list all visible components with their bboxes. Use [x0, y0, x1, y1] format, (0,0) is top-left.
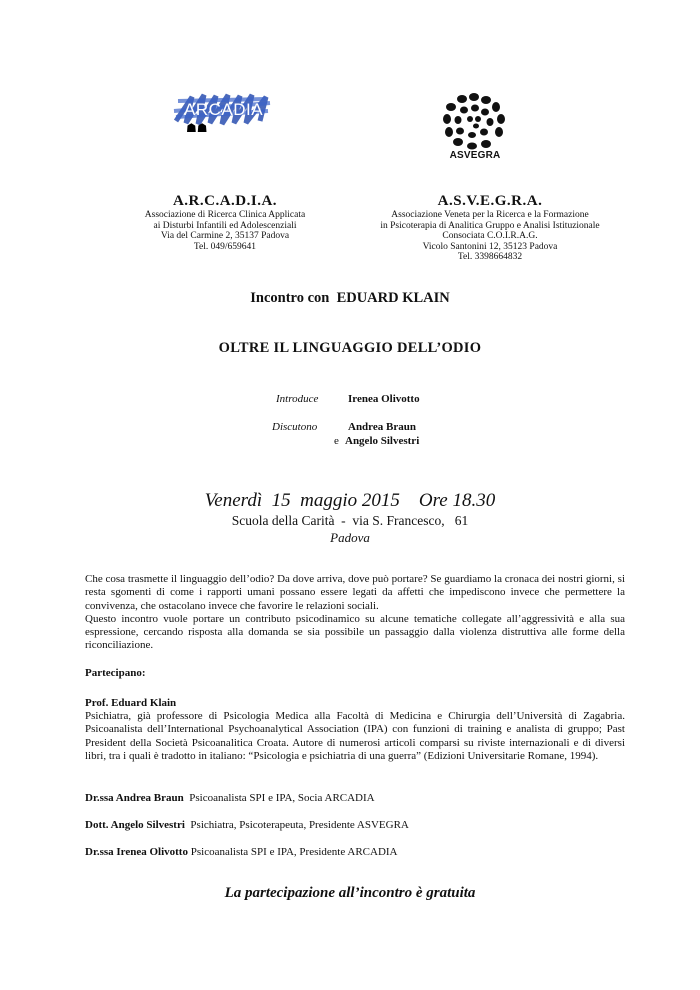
participant-row	[85, 846, 398, 858]
participants-heading: Partecipano:	[85, 667, 146, 679]
participant-row	[85, 792, 375, 804]
free-admission-note: La partecipazione all’incontro è gratuita	[224, 885, 476, 901]
participant-role: Psichiatra, Psicoterapeuta, Presidente ASVEGRA	[190, 819, 409, 831]
meeting-heading: Incontro con EDUARD KLAIN	[250, 290, 450, 306]
intro-paragraph: Questo incontro vuole portare un contributo psicodinamico su alcune tematiche collegate all’aggressività e alla sua espressione, cercando risposta alla domanda se sia possibile un passaggio dalla violenza distruttiva alle forme della riconciliazione.	[85, 612, 625, 652]
keynote-name: Prof. Eduard Klain	[85, 697, 177, 709]
arcadia-line: Associazione di Ricerca Clinica Applicata	[144, 210, 306, 220]
participant-row	[85, 819, 409, 831]
arcadia-line: ai Disturbi Infantili ed Adolescenziali	[153, 220, 297, 231]
participant-name: Dr.ssa Irenea Olivotto	[85, 846, 188, 858]
event-date-time: Venerdì 15 maggio 2015 Ore 18.30	[204, 490, 496, 511]
asvegra-logo	[440, 92, 510, 162]
spiral-dots-icon	[442, 92, 506, 150]
introduce-person: Irenea Olivotto	[348, 393, 420, 405]
introduce-label: Introduce	[276, 393, 319, 405]
discutono-label: Discutono	[272, 421, 318, 433]
discutono-person-2: Angelo Silvestri	[345, 435, 420, 447]
asvegra-name: A.S.V.E.G.R.A.	[437, 193, 543, 209]
discutono-person-1: Andrea Braun	[348, 421, 416, 433]
asvegra-line: Associazione Veneta per la Ricerca e la Formazione	[391, 210, 589, 220]
event-venue: Scuola della Carità - via S. Francesco, 61	[231, 513, 469, 528]
event-city: Padova	[330, 530, 370, 545]
arcadia-info	[110, 193, 340, 252]
asvegra-phone: Tel. 3398664832	[457, 252, 523, 262]
participant-role: Psicoanalista SPI e IPA, Socia ARCADIA	[189, 792, 375, 804]
arcadia-logo	[172, 88, 272, 138]
participant-name: Dr.ssa Andrea Braun	[85, 792, 184, 804]
arcadia-logo-text: ARCADIA	[184, 100, 264, 119]
participant-name: Dott. Angelo Silvestri	[85, 819, 185, 831]
keynote-bio: Psichiatra, già professore di Psicologia Medica alla Facoltà di Medicina e Chirurgia dell’Università di Zagabria. Psicoanalista dell’International Psychoanalytical Association (IPA) con funzioni di training e analista di gruppo; Past President della Società Psicoanalitica Croata. Autore di numerosi articoli comparsi su riviste internazionali e di diversi libri, tra i quali è tradotto in italiano: “Psicologia e psichiatria di una guerra” (Edizioni Universitarie Romane, 1994).	[85, 710, 625, 762]
intro-paragraph: Che cosa trasmette il linguaggio dell’odio? Da dove arriva, dove può portare? Se guardiamo la cronaca dei nostri giorni, si resta sgomenti di come i rapporti umani possano essere legati da affetti che impediscono invece che permettere la convivenza, che ostacolano invece che favorire le relazioni sociali.	[85, 573, 625, 612]
asvegra-line: Consociata C.O.I.R.A.G.	[442, 231, 538, 241]
arcadia-name: A.R.C.A.D.I.A.	[172, 193, 278, 209]
children-figures-icon: ☗☗	[186, 121, 208, 135]
asvegra-line: in Psicoterapia di Analitica Gruppo e Analisi Istituzionale	[380, 220, 600, 231]
discutono-conjunction: e	[334, 435, 339, 447]
arcadia-phone: Tel. 049/659641	[193, 241, 257, 252]
intro-text	[85, 573, 625, 653]
asvegra-address: Vicolo Santonini 12, 35123 Padova	[422, 241, 558, 252]
asvegra-info	[360, 193, 620, 263]
asvegra-logo-text: ASVEGRA	[449, 150, 501, 161]
participant-role: Psicoanalista SPI e IPA, Presidente ARCADIA	[190, 846, 398, 858]
event-title: OLTRE IL LINGUAGGIO DELL’ODIO	[218, 340, 482, 356]
arcadia-address: Via del Carmine 2, 35137 Padova	[160, 231, 290, 241]
